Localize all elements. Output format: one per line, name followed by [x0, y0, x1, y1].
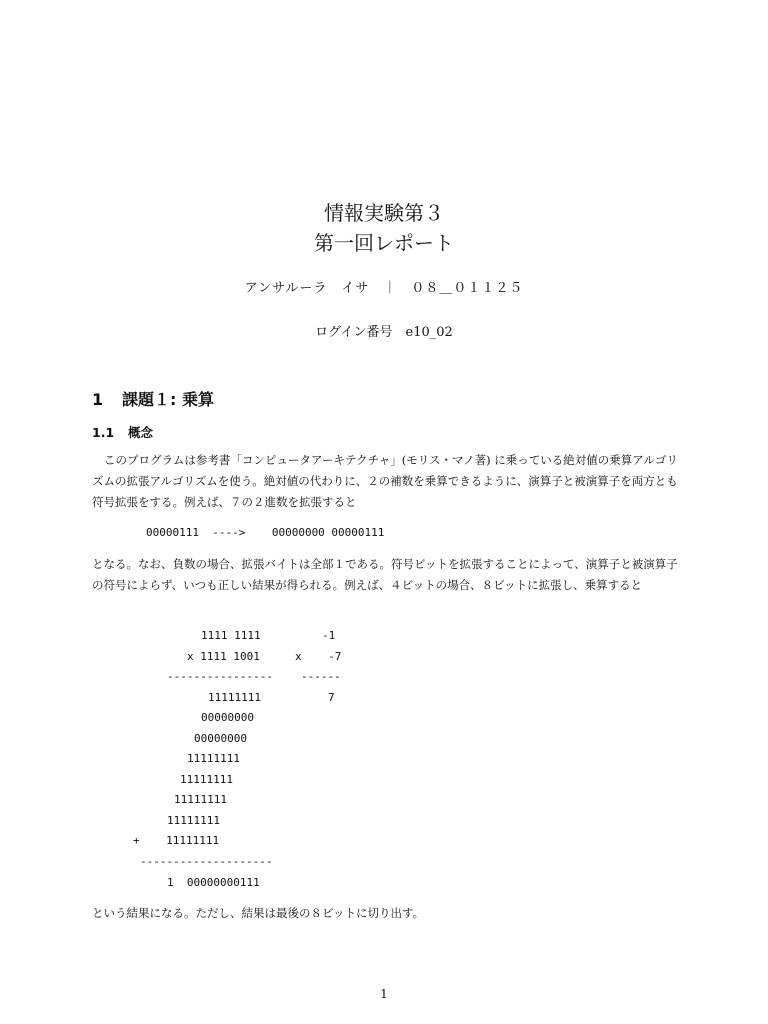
multiplier-decimal: x -7: [295, 650, 342, 663]
multiplicand-decimal: -1: [322, 629, 336, 642]
document-title: 情報実験第３: [324, 201, 444, 225]
decimal-result: 7: [328, 691, 335, 704]
binary-divider: ----------------: [167, 670, 273, 683]
partial-product: 11111111: [174, 793, 227, 806]
decimal-divider: ------: [301, 670, 341, 683]
paragraph-concept: このプログラムは参考書「コンピュータアーキテクチャ」(モリス・マノ著) に乗っている絶対値の乗算アルゴリズムの拡張アルゴリズムを使う。絶対値の代わりに、２の補数を乗算できるように、演算子と被演算子を両方とも符号拡張をする。例えば、７の２進数を拡張すると: [92, 453, 678, 509]
partial-product: 11111111: [167, 814, 220, 827]
section-number: 1: [92, 390, 104, 409]
paragraph-sign-extension: となる。なお、負数の場合、拡張バイトは全部１である。符号ビットを拡張することによって、演算子と被演算子の符号によらず、いつも正しい結果が得られる。例えば、４ビットの場合、８ビットに拡張し、乗算すると: [92, 557, 678, 592]
document-subtitle: 第一回レポート: [314, 231, 454, 255]
partial-product: 00000000: [194, 732, 247, 745]
subsection-title: 概念: [128, 425, 154, 440]
subsection-heading: [92, 423, 153, 441]
page-number: 1: [380, 987, 388, 1001]
author-line: アンサルーラ イサ ｜ ０８＿０１１２５: [244, 281, 524, 296]
binary-result: 1 00000000111: [167, 876, 260, 889]
partial-product: 11111111: [208, 691, 261, 704]
partial-product: 11111111: [187, 752, 240, 765]
paragraph-result: という結果になる。ただし、結果は最後の８ビットに切り出す。: [92, 906, 425, 920]
section-heading: [92, 387, 214, 410]
section-title: 課題１: 乗算: [122, 390, 214, 409]
extension-example: 00000111 ----> 00000000 00000111: [146, 526, 385, 539]
partial-product: 11111111: [180, 773, 233, 786]
partial-product-last: + 11111111: [133, 834, 220, 847]
multiplier-binary: x 1111 1001: [187, 650, 260, 663]
login-number: ログイン番号 e10_02: [315, 325, 453, 340]
multiplicand-binary: 1111 1111: [201, 629, 261, 642]
partial-product: 00000000: [201, 711, 254, 724]
sum-divider: --------------------: [140, 855, 273, 868]
subsection-number: 1.1: [92, 425, 115, 440]
